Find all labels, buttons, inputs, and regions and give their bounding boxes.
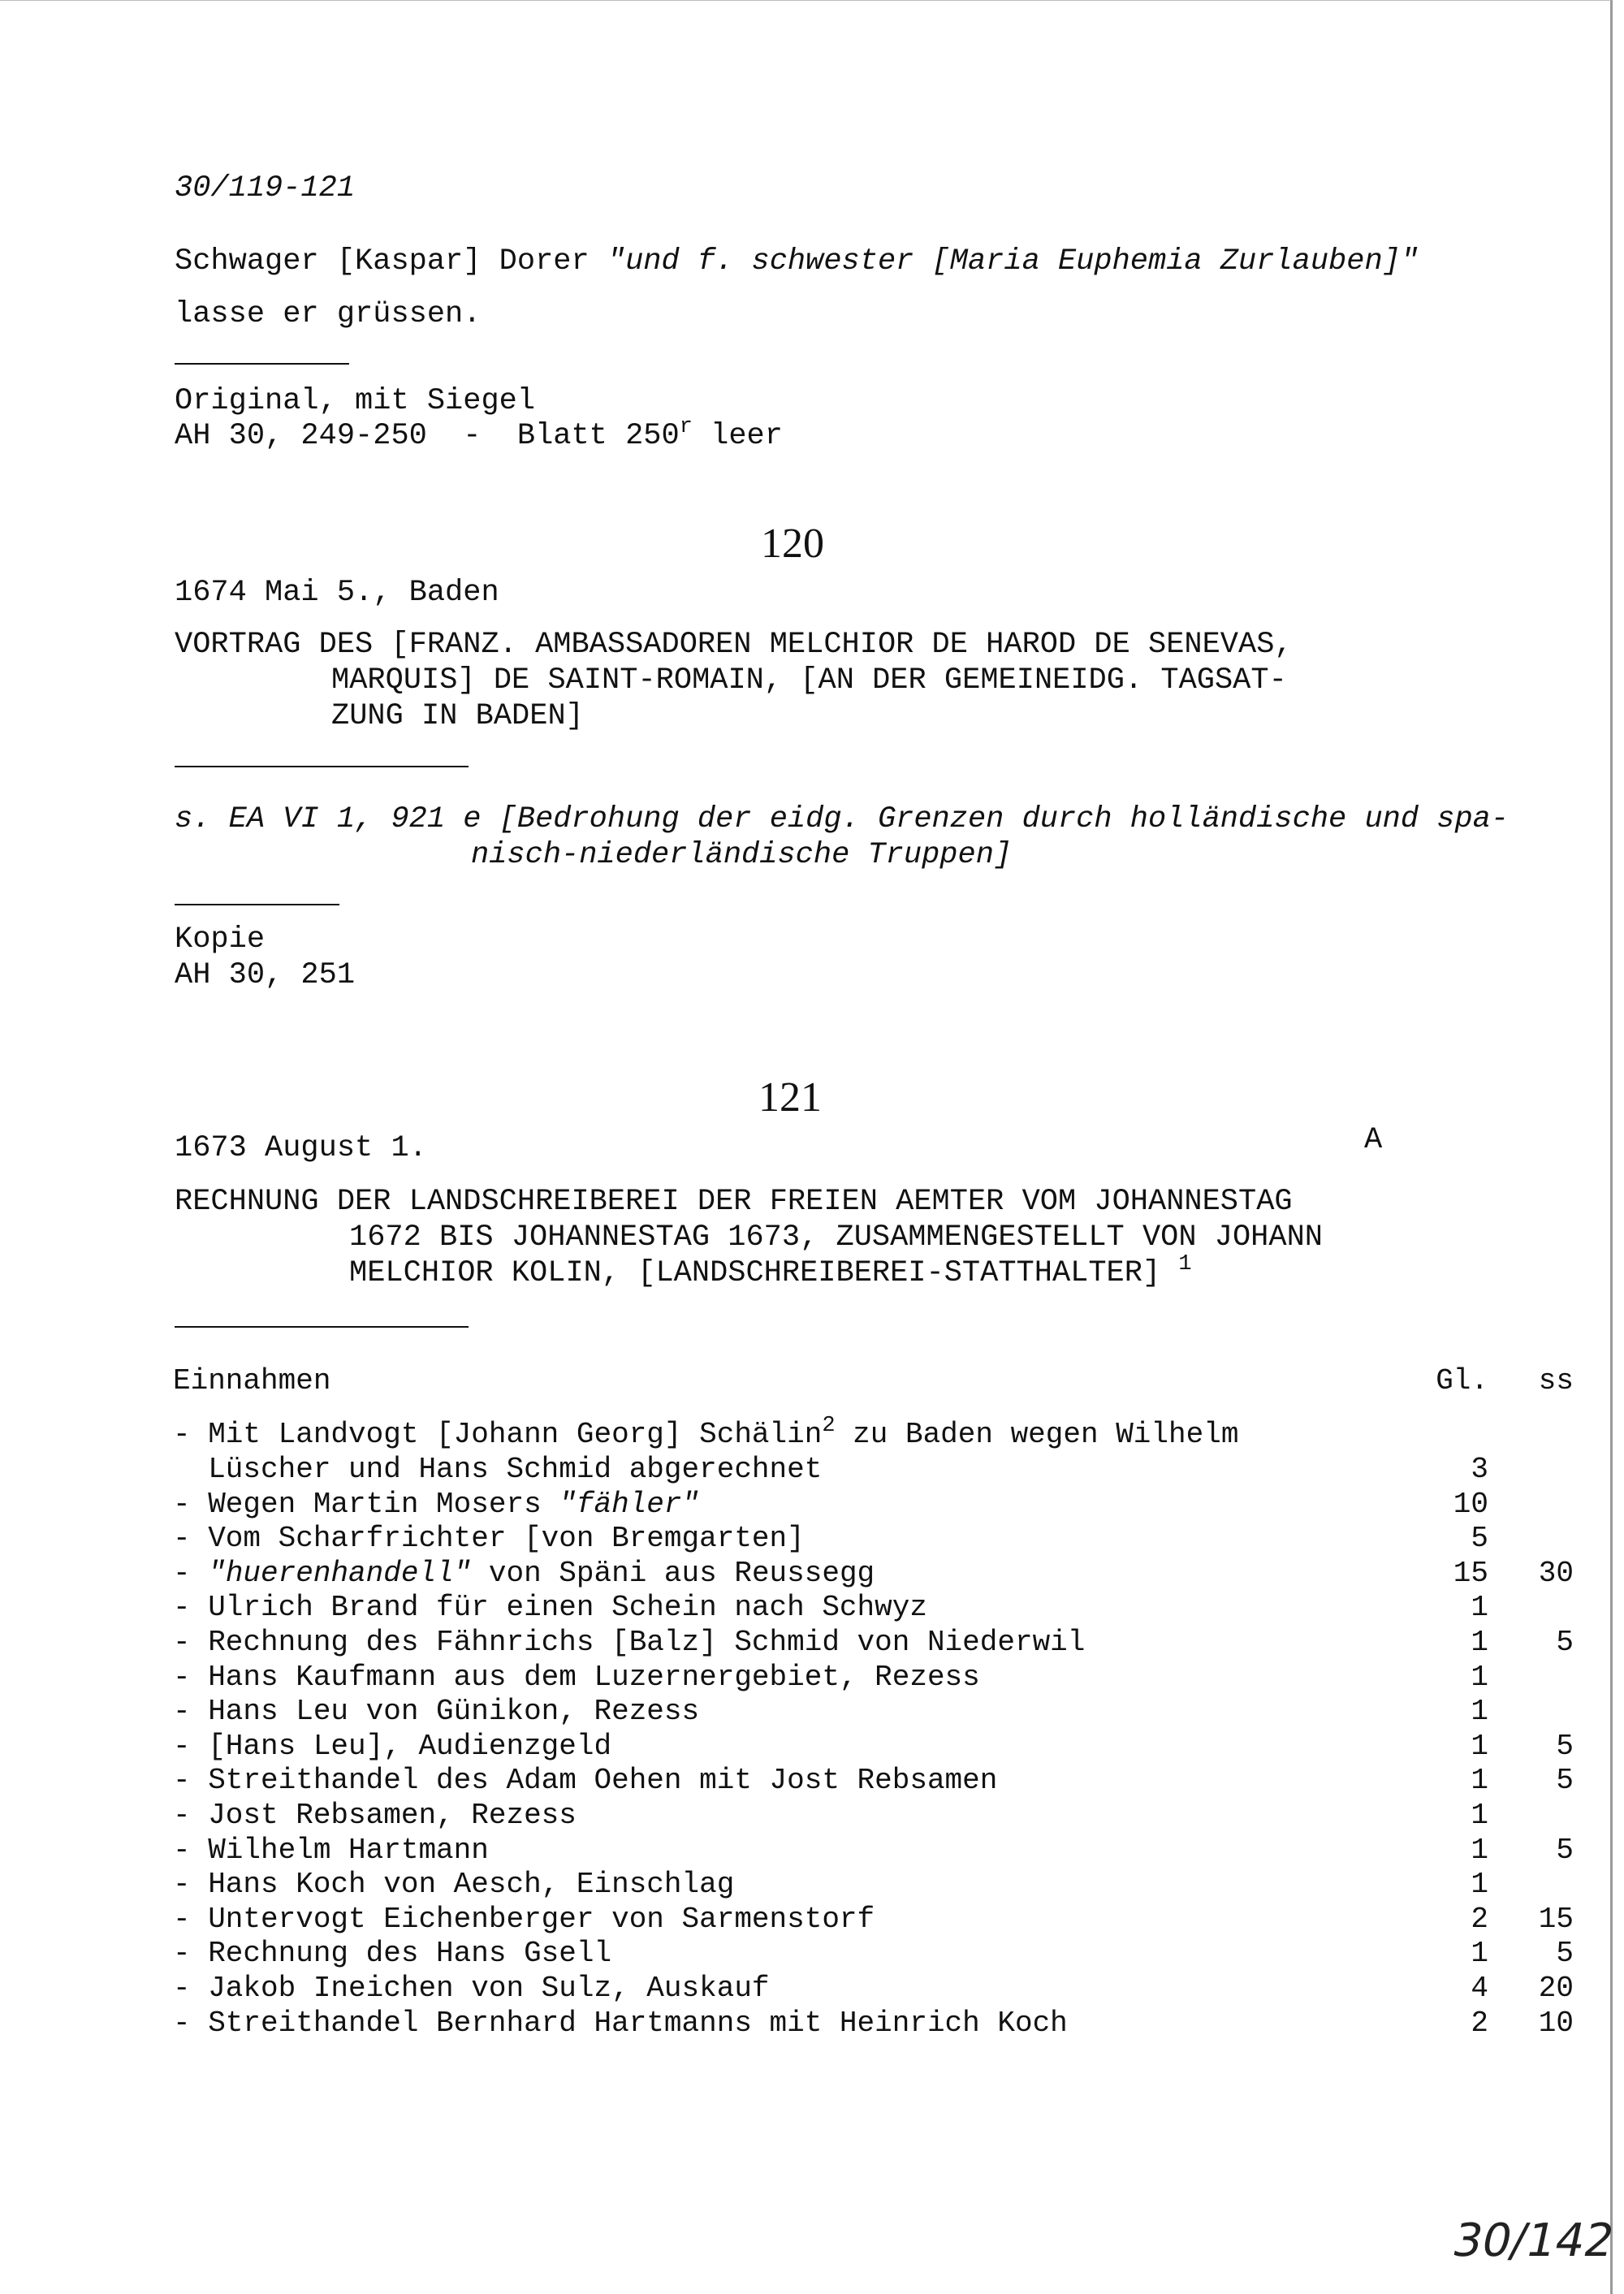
row-description: - Jost Rebsamen, Rezess bbox=[173, 1799, 577, 1832]
doc121-title-line3-text: MELCHIOR KOLIN, [LANDSCHREIBEREI-STATTHALTER] bbox=[349, 1256, 1161, 1290]
table-header bbox=[173, 1363, 1574, 1398]
table-row bbox=[173, 1936, 1574, 1971]
row-gulden-value: 3 bbox=[1471, 1453, 1488, 1486]
doc119-text-line2: lasse er grüssen. bbox=[175, 297, 482, 331]
table-row bbox=[173, 1414, 1415, 1452]
row-gulden-value: 1 bbox=[1471, 1660, 1488, 1694]
separator-rule bbox=[175, 766, 469, 767]
row-gulden-value: 1 bbox=[1471, 1799, 1488, 1832]
row-schilling-value: 30 bbox=[1538, 1556, 1574, 1590]
doc120-source-signature: AH 30, 251 bbox=[175, 958, 356, 992]
table-row bbox=[173, 1867, 1488, 1902]
doc121-number: 121 bbox=[758, 1074, 822, 1121]
row-gulden-value: 1 bbox=[1471, 1868, 1488, 1902]
table-heading-einnahmen: Einnahmen bbox=[173, 1364, 331, 1398]
row-gulden-value: 1 bbox=[1471, 1729, 1488, 1763]
table-row bbox=[173, 2006, 1574, 2041]
doc121-title-line2: 1672 BIS JOHANNESTAG 1673, ZUSAMMENGESTELLT VON JOHANN bbox=[349, 1220, 1323, 1255]
row-gulden-value: 2 bbox=[1471, 1902, 1488, 1936]
row-description bbox=[173, 1487, 699, 1522]
doc120-reference-line2: nisch-niederländische Truppen] bbox=[471, 838, 1013, 872]
row-quoted-term: "huerenhandell" bbox=[208, 1556, 472, 1590]
row-description: - Ulrich Brand für einen Schein nach Schwyz bbox=[173, 1591, 927, 1625]
row-description: - Streithandel Bernhard Hartmanns mit Heinrich Koch bbox=[173, 2006, 1068, 2040]
row-description bbox=[173, 1556, 875, 1591]
row-description-text: - Mit Landvogt [Johann Georg] Schälin bbox=[173, 1418, 823, 1451]
row-gulden-value: 1 bbox=[1471, 1833, 1488, 1867]
row-description-text: - Wegen Martin Mosers bbox=[173, 1487, 559, 1521]
separator-rule bbox=[175, 904, 339, 905]
doc120-title-line3: ZUNG IN BADEN] bbox=[331, 699, 584, 733]
doc119-source-original: Original, mit Siegel bbox=[175, 384, 536, 418]
row-description: - Untervogt Eichenberger von Sarmenstorf bbox=[173, 1902, 875, 1936]
row-quoted-term: "fähler" bbox=[559, 1487, 700, 1521]
doc121-title-line3 bbox=[349, 1252, 1192, 1294]
row-schilling-value: 5 bbox=[1556, 1729, 1574, 1763]
row-description: - Jakob Ineichen von Sulz, Auskauf bbox=[173, 1972, 770, 2005]
doc120-title-line2: MARQUIS] DE SAINT-ROMAIN, [AN DER GEMEINEIDG. TAGSAT- bbox=[331, 663, 1287, 698]
doc119-line1-roman: Schwager [Kaspar] Dorer bbox=[175, 244, 607, 279]
table-row bbox=[173, 1487, 1488, 1522]
doc120-number: 120 bbox=[761, 521, 824, 567]
table-row bbox=[173, 1452, 1488, 1487]
separator-rule bbox=[175, 1326, 469, 1328]
doc119-source-signature bbox=[175, 415, 783, 456]
column-header-ss: ss bbox=[1538, 1364, 1574, 1398]
row-schilling-value: 10 bbox=[1538, 2006, 1574, 2040]
page-reference: 30/119-121 bbox=[175, 171, 356, 205]
doc121-footnote-mark: 1 bbox=[1178, 1252, 1192, 1277]
doc119-line1-quote: "und f. schwester [Maria Euphemia Zurlauben]" bbox=[607, 244, 1419, 279]
table-row bbox=[173, 1694, 1488, 1729]
row-description: - Streithandel des Adam Oehen mit Jost Rebsamen bbox=[173, 1764, 998, 1798]
doc121-title-line1: RECHNUNG DER LANDSCHREIBEREI DER FREIEN AEMTER VOM JOHANNESTAG bbox=[175, 1185, 1293, 1219]
row-schilling-value: 5 bbox=[1556, 1626, 1574, 1659]
doc119-signature-text: AH 30, 249-250 - Blatt 250 bbox=[175, 419, 680, 453]
doc120-date: 1674 Mai 5., Baden bbox=[175, 576, 499, 610]
row-gulden-value: 15 bbox=[1453, 1556, 1488, 1590]
table-row bbox=[173, 1729, 1574, 1764]
row-description-text: von Späni aus Reussegg bbox=[471, 1556, 875, 1590]
doc119-signature-tail: leer bbox=[692, 419, 783, 453]
row-footnote-mark: 2 bbox=[822, 1414, 836, 1438]
table-row bbox=[173, 1556, 1574, 1591]
table-row bbox=[173, 1521, 1488, 1556]
table-row bbox=[173, 1590, 1488, 1625]
doc120-title-line1: VORTRAG DES [FRANZ. AMBASSADOREN MELCHIOR DE HAROD DE SENEVAS, bbox=[175, 628, 1293, 662]
row-gulden-value: 2 bbox=[1471, 2006, 1488, 2040]
table-row bbox=[173, 1798, 1488, 1833]
column-header-gl: Gl. bbox=[1436, 1364, 1488, 1398]
doc119-text-line1 bbox=[175, 244, 1419, 279]
row-gulden-value: 1 bbox=[1471, 1695, 1488, 1729]
row-description-text: - bbox=[173, 1556, 209, 1590]
row-description: Lüscher und Hans Schmid abgerechnet bbox=[173, 1453, 823, 1486]
row-description: - Rechnung des Hans Gsell bbox=[173, 1937, 612, 1971]
table-row bbox=[173, 1625, 1574, 1660]
row-description: - Vom Scharfrichter [von Bremgarten] bbox=[173, 1522, 805, 1556]
row-gulden-value: 10 bbox=[1453, 1487, 1488, 1521]
row-schilling-value: 5 bbox=[1556, 1764, 1574, 1798]
doc121-date: 1673 August 1. bbox=[175, 1131, 427, 1165]
row-description-tail: zu Baden wegen Wilhelm bbox=[835, 1418, 1239, 1451]
table-row bbox=[173, 1902, 1574, 1937]
row-gulden-value: 5 bbox=[1471, 1522, 1488, 1556]
row-schilling-value: 5 bbox=[1556, 1937, 1574, 1971]
archive-page-stamp: 30/142 bbox=[1448, 2214, 1620, 2267]
row-gulden-value: 1 bbox=[1471, 1591, 1488, 1625]
row-schilling-value: 5 bbox=[1556, 1833, 1574, 1867]
row-description bbox=[173, 1414, 1239, 1455]
doc121-marker: A bbox=[1364, 1123, 1383, 1157]
row-gulden-value: 4 bbox=[1471, 1972, 1488, 2005]
row-description: - Hans Kaufmann aus dem Luzernergebiet, Rezess bbox=[173, 1660, 980, 1694]
row-description: - [Hans Leu], Audienzgeld bbox=[173, 1729, 612, 1763]
separator-rule bbox=[175, 363, 349, 365]
doc119-signature-sup: r bbox=[679, 415, 693, 439]
table-row bbox=[173, 1833, 1574, 1868]
table-row bbox=[173, 1971, 1574, 2006]
row-schilling-value: 15 bbox=[1538, 1902, 1574, 1936]
row-description: - Hans Koch von Aesch, Einschlag bbox=[173, 1868, 735, 1902]
row-description: - Hans Leu von Günikon, Rezess bbox=[173, 1695, 700, 1729]
row-gulden-value: 1 bbox=[1471, 1626, 1488, 1659]
doc120-source-copy: Kopie bbox=[175, 922, 266, 957]
row-gulden-value: 1 bbox=[1471, 1764, 1488, 1798]
row-schilling-value: 20 bbox=[1538, 1972, 1574, 2005]
doc120-reference-line1: s. EA VI 1, 921 e [Bedrohung der eidg. Grenzen durch holländische und spa- bbox=[175, 802, 1510, 836]
row-description: - Rechnung des Fähnrichs [Balz] Schmid von Niederwil bbox=[173, 1626, 1086, 1659]
row-gulden-value: 1 bbox=[1471, 1937, 1488, 1971]
row-description: - Wilhelm Hartmann bbox=[173, 1833, 489, 1867]
table-row bbox=[173, 1660, 1488, 1695]
table-row bbox=[173, 1763, 1574, 1798]
